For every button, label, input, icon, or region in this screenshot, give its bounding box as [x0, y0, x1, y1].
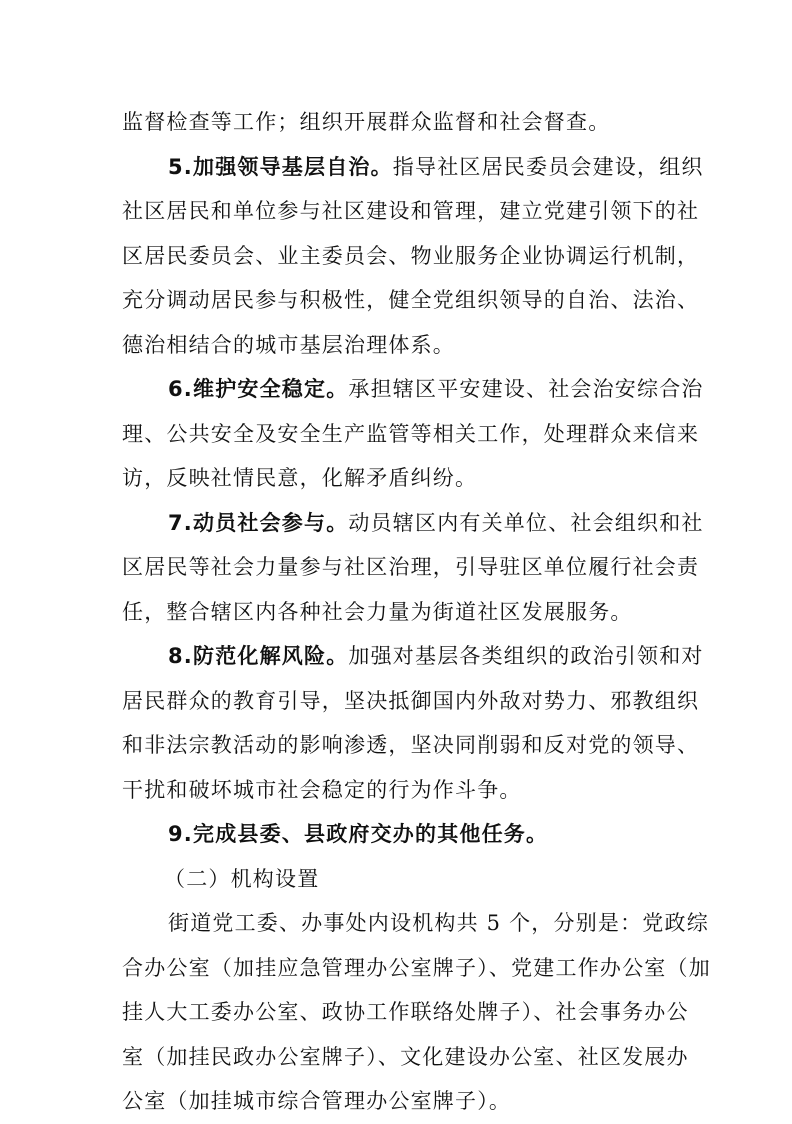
- item-7-line: [122, 501, 704, 546]
- line-text: 挂人大工委办公室、政协工作联络处牌子）、社会事务办公: [122, 1000, 689, 1024]
- paragraph-line: [122, 1079, 676, 1124]
- item-8-heading: 8.防范化解风险。: [168, 644, 349, 668]
- item-5-line: [122, 145, 704, 190]
- line-text: 公室（加挂城市综合管理办公室牌子）。: [122, 1089, 512, 1113]
- item-6-heading: 6.维护安全稳定。: [168, 377, 349, 401]
- line-text: 理、公共安全及安全生产监管等相关工作，处理群众来信来: [122, 421, 700, 446]
- paragraph-line: [122, 590, 676, 635]
- paragraph-line: [122, 456, 676, 501]
- paragraph-line: [122, 234, 700, 279]
- paragraph-line: [122, 723, 700, 768]
- paragraph-line: [122, 278, 700, 323]
- line-text: 充分调动居民参与积极性，健全党组织领导的自治、法治、: [122, 288, 700, 312]
- paragraph-line: [122, 901, 709, 946]
- item-8-line: [122, 634, 704, 679]
- document-page: [122, 100, 711, 1124]
- line-text: 动员辖区内有关单位、社会组织和社: [348, 510, 704, 535]
- item-9-line: [122, 812, 676, 857]
- paragraph-line: [122, 1035, 689, 1080]
- line-text: 区居民等社会力量参与社区治理，引导驻区单位履行社会责: [122, 555, 700, 579]
- line-text: 居民群众的教育引导，坚决抵御国内外敌对势力、邪教组织: [122, 688, 700, 713]
- item-6-line: [122, 367, 704, 412]
- line-text: 德治相结合的城市基层治理体系。: [122, 332, 455, 357]
- paragraph-line: [122, 323, 676, 368]
- paragraph-line: [122, 100, 676, 145]
- line-text: 合办公室（加挂应急管理办公室牌子）、党建工作办公室（加: [122, 955, 711, 980]
- section-title: （二）机构设置: [164, 866, 320, 891]
- line-text: 室（加挂民政办公室牌子）、文化建设办公室、社区发展办: [122, 1044, 689, 1069]
- line-text: 干扰和破坏城市社会稳定的行为作斗争。: [122, 777, 522, 802]
- line-text: 承担辖区平安建设、社会治安综合治: [348, 377, 704, 401]
- paragraph-line: [122, 412, 700, 457]
- paragraph-line: [122, 545, 700, 590]
- line-text: 区居民委员会、业主委员会、物业服务企业协调运行机制，: [122, 243, 700, 268]
- item-9-heading: 9.完成县委、县政府交办的其他任务。: [168, 822, 549, 846]
- line-text: 街道党工委、办事处内设机构共 5 个，分别是：党政综: [168, 911, 709, 935]
- line-text: 任，整合辖区内各种社会力量为街道社区发展服务。: [122, 599, 633, 624]
- line-text: 社区居民和单位参与社区建设和管理，建立党建引领下的社: [122, 199, 700, 223]
- line-text: 访，反映社情民意，化解矛盾纠纷。: [122, 466, 478, 490]
- line-text: 监督检查等工作；组织开展群众监督和社会督查。: [122, 110, 611, 134]
- paragraph-line: [122, 990, 689, 1035]
- paragraph-line: [122, 768, 676, 813]
- line-text: 加强对基层各类组织的政治引领和对: [348, 644, 704, 668]
- section-heading: [122, 857, 676, 902]
- line-text: 指导社区居民委员会建设，组织: [392, 154, 704, 179]
- line-text: 和非法宗教活动的影响渗透，坚决同削弱和反对党的领导、: [122, 733, 700, 757]
- paragraph-line: [122, 946, 711, 991]
- item-5-heading: 5.加强领导基层自治。: [168, 154, 393, 179]
- paragraph-line: [122, 189, 700, 234]
- paragraph-line: [122, 679, 700, 724]
- item-7-heading: 7.动员社会参与。: [168, 510, 349, 535]
